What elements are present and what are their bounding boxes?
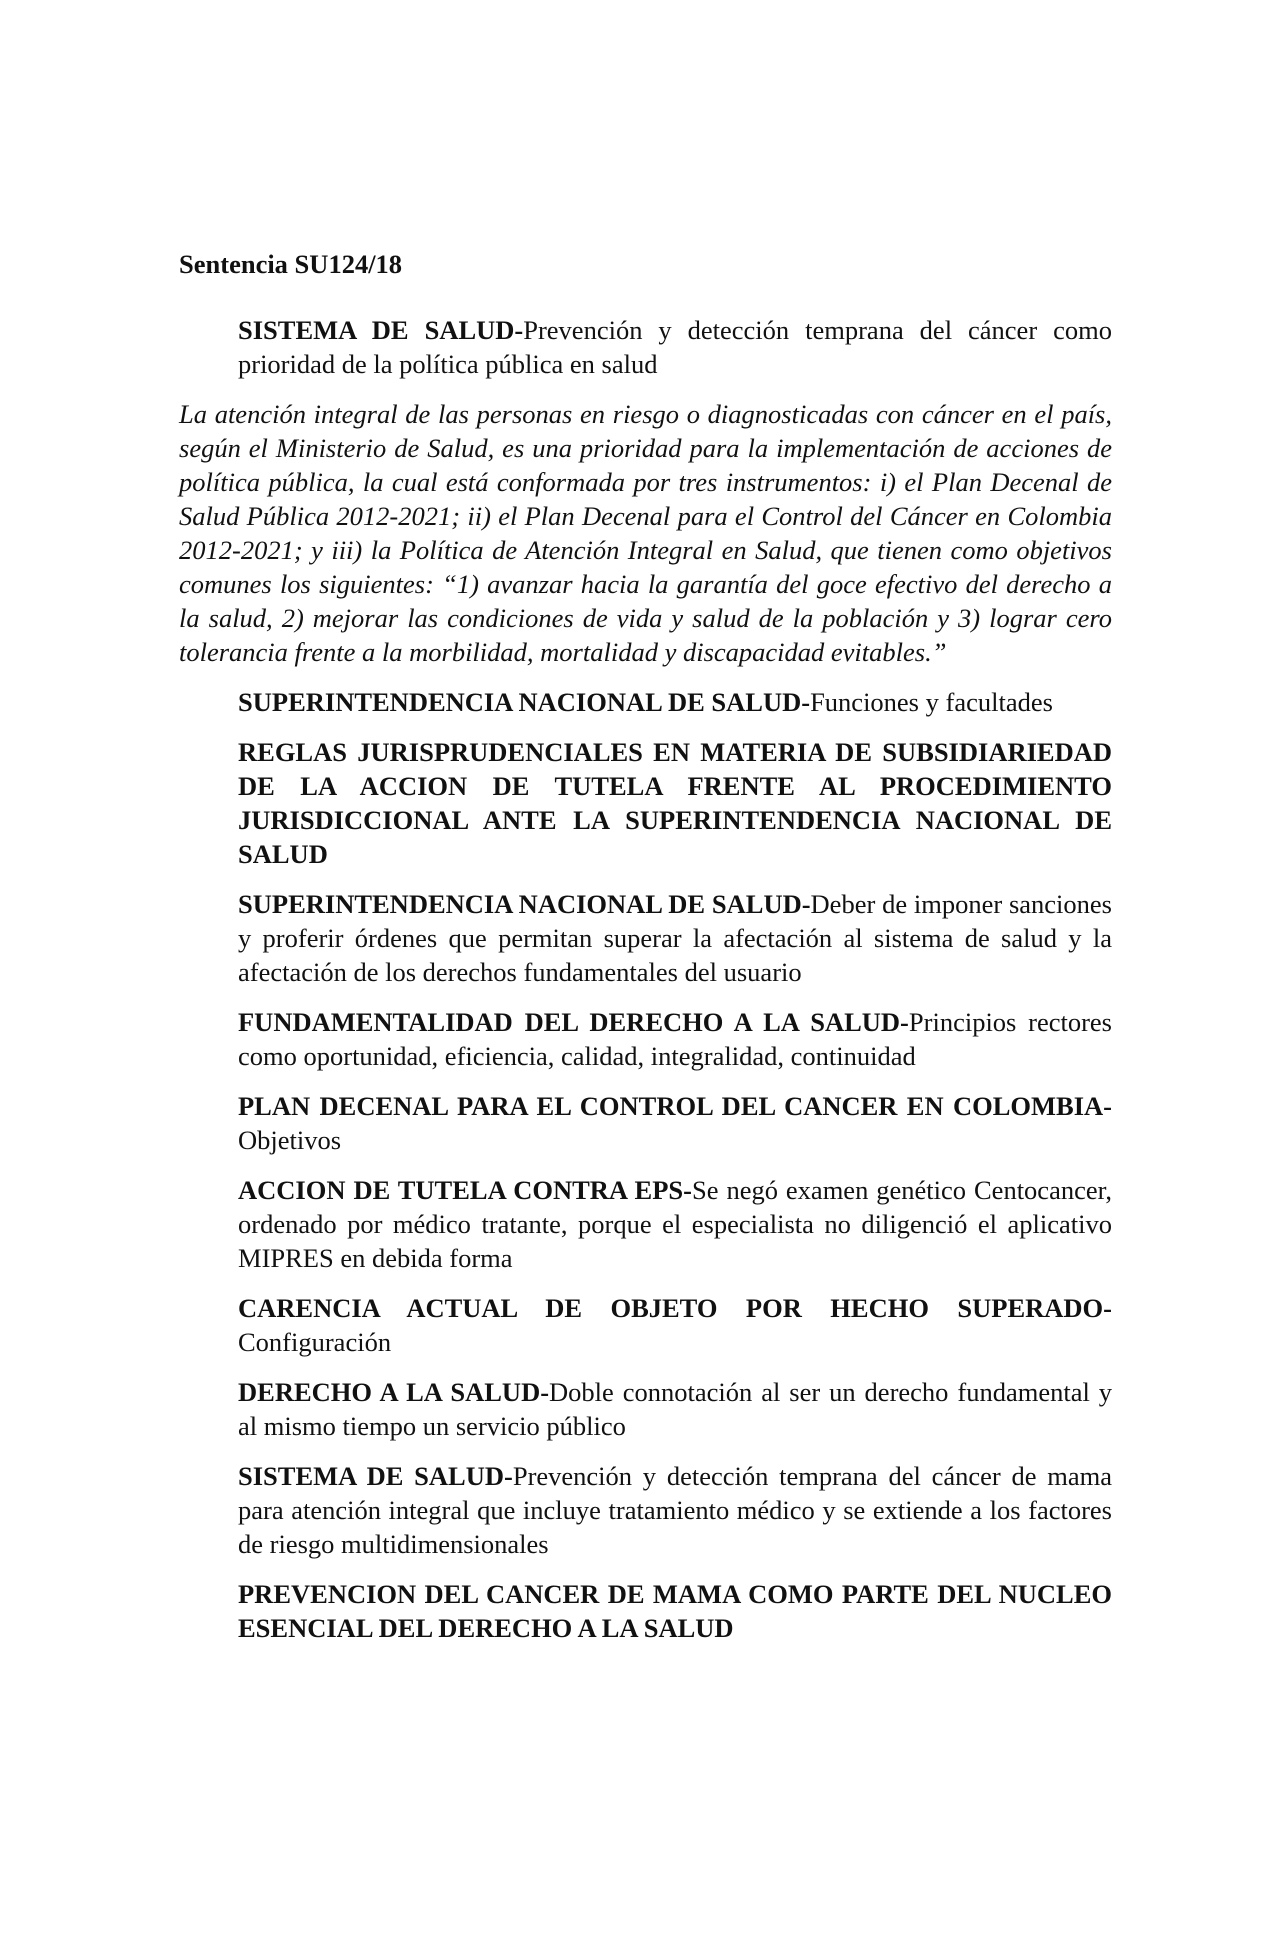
descriptor-entry xyxy=(238,1089,1112,1157)
document-title: Sentencia SU124/18 xyxy=(179,249,403,279)
descriptor-heading: SUPERINTENDENCIA NACIONAL DE SALUD- xyxy=(238,889,811,919)
descriptor-text: Funciones y facultades xyxy=(810,687,1053,717)
descriptor-entry xyxy=(238,1459,1112,1561)
descriptor-heading: SISTEMA DE SALUD- xyxy=(238,1461,513,1491)
descriptor-heading: PLAN DECENAL PARA EL CONTROL DEL CANCER EN COLOMBIA- xyxy=(238,1091,1112,1121)
descriptor-text: Se negó examen genético Centocancer, ordenado por médico tratante, porque el especialista no diligenció el aplicativo MIPRES en debida forma xyxy=(238,1175,1112,1273)
descriptor-entry xyxy=(238,1577,1112,1645)
descriptor-heading: CARENCIA ACTUAL DE OBJETO POR HECHO SUPERADO- xyxy=(238,1293,1112,1323)
descriptor-entry xyxy=(238,1375,1112,1443)
document-body xyxy=(179,313,1112,1661)
descriptor-heading: DERECHO A LA SALUD- xyxy=(238,1377,550,1407)
descriptor-heading: REGLAS JURISPRUDENCIALES EN MATERIA DE SUBSIDIARIEDAD DE LA ACCION DE TUTELA FRENTE AL PROCEDIMIENTO JURISDICCIONAL ANTE LA SUPERINTENDENCIA NACIONAL DE SALUD xyxy=(238,737,1112,869)
descriptor-entry xyxy=(238,1173,1112,1275)
descriptor-text: Doble connotación al ser un derecho fundamental y al mismo tiempo un servicio público xyxy=(238,1377,1113,1441)
descriptor-text: Objetivos xyxy=(238,1125,342,1155)
descriptor-entry xyxy=(238,685,1112,719)
descriptor-heading: SISTEMA DE SALUD- xyxy=(238,315,524,345)
descriptor-text: Principios rectores como oportunidad, eficiencia, calidad, integralidad, continuidad xyxy=(238,1007,1112,1071)
descriptor-text: Prevención y detección temprana del cáncer como prioridad de la política pública en salud xyxy=(238,315,1112,379)
descriptor-entry xyxy=(238,313,1112,381)
descriptor-entry xyxy=(238,1291,1112,1359)
descriptor-text: Configuración xyxy=(238,1327,392,1357)
descriptor-heading: SUPERINTENDENCIA NACIONAL DE SALUD- xyxy=(238,687,811,717)
descriptor-heading: ACCION DE TUTELA CONTRA EPS- xyxy=(238,1175,692,1205)
descriptor-heading: FUNDAMENTALIDAD DEL DERECHO A LA SALUD- xyxy=(238,1007,909,1037)
descriptor-text: Deber de imponer sanciones y proferir órdenes que permitan superar la afectación al sistema de salud y la afectación de los derechos fundamentales del usuario xyxy=(238,889,1112,987)
summary-paragraph: La atención integral de las personas en riesgo o diagnosticadas con cáncer en el país, según el Ministerio de Salud, es una prioridad para la implementación de acciones de política pública, la cual está conformada por tres instrumentos: i) el Plan Decenal de Salud Pública 2012-2021; ii) el Plan Decenal para el Control del Cáncer en Colombia 2012-2021; y iii) la Política de Atención Integral en Salud, que tienen como objetivos comunes los siguientes: “1) avanzar hacia la garantía del goce efectivo del derecho a la salud, 2) mejorar las condiciones de vida y salud de la población y 3) lograr cero tolerancia frente a la morbilidad, mortalidad y discapacidad evitables.” xyxy=(179,399,1112,667)
descriptor-entry xyxy=(238,887,1112,989)
descriptor-text: Prevención y detección temprana del cáncer de mama para atención integral que incluye tratamiento médico y se extiende a los factores de riesgo multidimensionales xyxy=(238,1461,1113,1559)
descriptor-heading: PREVENCION DEL CANCER DE MAMA COMO PARTE DEL NUCLEO ESENCIAL DEL DERECHO A LA SALUD xyxy=(238,1579,1112,1643)
descriptor-entry xyxy=(238,1005,1112,1073)
descriptor-entry xyxy=(238,735,1112,871)
